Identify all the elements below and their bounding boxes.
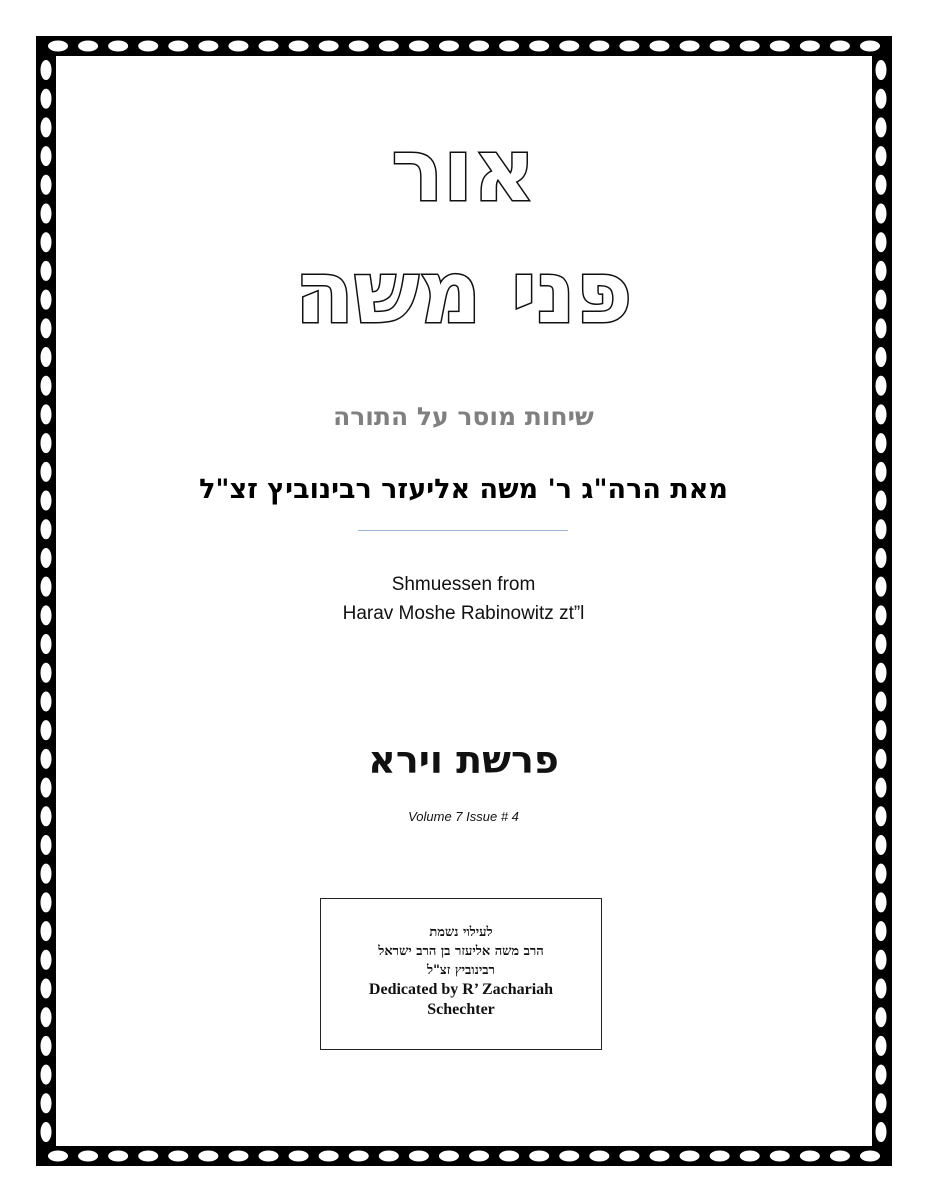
border-dot [198,41,218,52]
border-dot [860,1151,880,1162]
border-dot [876,433,887,453]
border-dot [876,835,887,855]
border-dot [228,1151,248,1162]
border-dot [876,892,887,912]
border-dot [48,41,68,52]
border-dot [41,1122,52,1142]
border-dot [860,41,880,52]
border-dot [41,864,52,884]
border-dot [499,1151,519,1162]
border-dot [876,950,887,970]
title-line-2: פני משה [294,243,633,343]
border-dot [168,41,188,52]
border-dot [349,41,369,52]
border-dot [41,1007,52,1027]
border-dot [800,41,820,52]
border-dot [379,1151,399,1162]
border-dot [710,41,730,52]
border-dot [876,60,887,80]
border-dot [559,41,579,52]
border-dot [108,1151,128,1162]
border-dot [800,1151,820,1162]
dedication-line-1: לעילוי נשמת [429,925,493,940]
dedication-line-2: הרב משה אליעזר בן הרב ישראל [378,944,544,959]
border-dot [876,519,887,539]
border-dot [48,1151,68,1162]
border-dot [469,41,489,52]
border-dot [41,835,52,855]
border-dot [770,1151,790,1162]
border-dot [289,41,309,52]
border-dot [680,41,700,52]
border-dot [876,663,887,683]
border-dot [259,41,279,52]
border-dot [41,978,52,998]
border-dot [680,1151,700,1162]
author-hebrew: מאת הרה"ג ר' משה אליעזר רבינוביץ זצ"ל [199,474,728,505]
english-subtitle-line-1: Shmuessen from [391,574,536,595]
border-dot [876,921,887,941]
border-dot [78,1151,98,1162]
border-dot [41,89,52,109]
border-dot [138,41,158,52]
border-dot [876,1093,887,1113]
border-dot [41,892,52,912]
border-dot [289,1151,309,1162]
border-dot [41,950,52,970]
border-dot [649,41,669,52]
divider-line [358,530,568,531]
dedication-line-3: רבינוביץ זצ"ל [427,963,495,978]
border-dot [439,41,459,52]
dedication-line-4: Dedicated by R’ Zachariah [368,981,554,998]
border-dot [529,1151,549,1162]
border-dot [198,1151,218,1162]
volume-issue: Volume 7 Issue # 4 [408,809,519,824]
border-dot [876,1036,887,1056]
border-dot [379,41,399,52]
dedication-box [320,898,602,1050]
dedication-line-5: Schechter [427,1001,495,1018]
subtitle: שיחות מוסר על התורה [333,402,594,431]
border-dot [876,1007,887,1027]
border-dot [529,41,549,52]
border-dot [559,1151,579,1162]
border-dot [41,60,52,80]
border-dot [876,347,887,367]
border-dot [41,1036,52,1056]
border-dot [830,41,850,52]
border-dot [108,41,128,52]
border-dot [319,1151,339,1162]
border-dot [830,1151,850,1162]
border-dot [589,41,609,52]
border-dot [770,41,790,52]
english-subtitle-line-2: Harav Moshe Rabinowitz zt”l [342,603,585,624]
border-dot [41,1093,52,1113]
border-dot [619,1151,639,1162]
border-dot [41,634,52,654]
border-dot [409,41,429,52]
border-dot [439,1151,459,1162]
border-dot [649,1151,669,1162]
border-dot [41,663,52,683]
parsha-title: פרשת וירא [368,738,559,782]
border-dot [41,376,52,396]
border-dot [876,548,887,568]
border-dot [138,1151,158,1162]
border-dot [589,1151,609,1162]
border-dot [41,691,52,711]
border-dot [876,1122,887,1142]
border-dot [228,41,248,52]
border-dot [740,41,760,52]
border-dot [499,41,519,52]
border-dot [41,548,52,568]
title-line-1: אור [391,121,536,221]
border-dot [259,1151,279,1162]
border-dot [876,1065,887,1085]
border-dot [876,864,887,884]
border-dot [876,376,887,396]
border-dot [469,1151,489,1162]
border-dot [876,691,887,711]
border-dot [876,634,887,654]
border-dot [349,1151,369,1162]
border-dot [41,1065,52,1085]
border-dot [41,519,52,539]
border-dot [619,41,639,52]
border-dot [168,1151,188,1162]
border-dot [78,41,98,52]
border-dot [409,1151,429,1162]
border-dot [41,433,52,453]
border-dot [876,978,887,998]
border-dot [740,1151,760,1162]
border-dot [876,89,887,109]
border-dot [710,1151,730,1162]
border-dot [319,41,339,52]
border-dot [41,921,52,941]
border-dot [41,347,52,367]
